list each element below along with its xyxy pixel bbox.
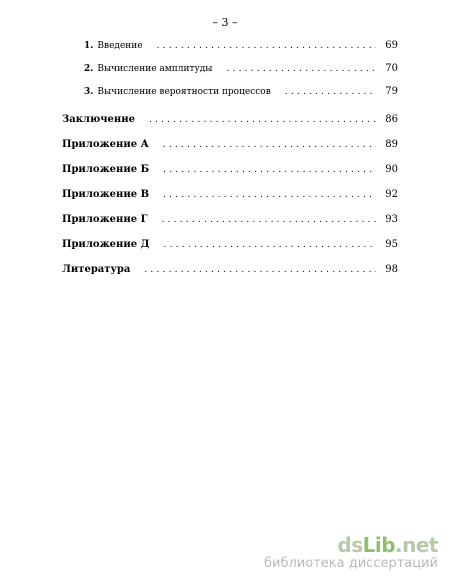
toc-section-row <box>62 139 398 164</box>
toc-page-number: 86 <box>385 114 398 125</box>
toc-leader-dots <box>164 240 376 250</box>
toc-leader-dots <box>163 190 376 200</box>
toc-section-row <box>62 189 398 214</box>
toc-leader-dots <box>285 87 376 97</box>
toc-subsection-number: 2. <box>84 64 94 74</box>
watermark <box>264 534 438 572</box>
toc-subsection-row <box>62 63 398 86</box>
toc-section-row <box>62 239 398 264</box>
toc-subsection-row <box>62 40 398 63</box>
toc-page-number: 79 <box>385 86 398 97</box>
toc-subsection-number: 3. <box>84 87 94 97</box>
toc-section-row <box>62 214 398 239</box>
toc-section-title: Приложение А <box>62 139 149 150</box>
toc-leader-dots <box>157 41 376 51</box>
toc-section-row <box>62 114 398 139</box>
toc-leader-dots <box>149 115 376 125</box>
toc-subsection-title: Вычисление амплитуды <box>97 64 213 74</box>
toc-page-number: 92 <box>385 189 398 200</box>
toc-section-title: Приложение Г <box>62 214 148 225</box>
toc-page-number: 93 <box>385 214 398 225</box>
table-of-contents <box>62 40 398 289</box>
toc-page-number: 89 <box>385 139 398 150</box>
toc-section-title: Приложение Д <box>62 239 150 250</box>
toc-subsection-row <box>62 86 398 109</box>
toc-subsection-number: 1. <box>84 41 94 51</box>
toc-leader-dots <box>163 165 376 175</box>
toc-leader-dots <box>163 140 376 150</box>
toc-section-title: Приложение Б <box>62 164 150 175</box>
page-number: – 3 – <box>212 16 238 29</box>
toc-section-title: Заключение <box>62 114 135 125</box>
toc-page-number: 69 <box>385 40 398 51</box>
watermark-subtitle: библиотека диссертаций <box>264 556 438 571</box>
watermark-logo: dsLib.net <box>337 533 438 557</box>
toc-section-row <box>62 264 398 289</box>
toc-section-row <box>62 164 398 189</box>
toc-page-number: 95 <box>385 239 398 250</box>
toc-leader-dots <box>162 215 376 225</box>
toc-page-number: 90 <box>385 164 398 175</box>
toc-subsection-title: Введение <box>97 41 143 51</box>
toc-leader-dots <box>226 64 376 74</box>
toc-section-title: Приложение В <box>62 189 150 200</box>
toc-page-number: 70 <box>385 63 398 74</box>
toc-page-number: 98 <box>385 264 398 275</box>
toc-subsection-title: Вычисление вероятности процессов <box>97 87 271 97</box>
toc-section-title: Литература <box>62 264 131 275</box>
toc-leader-dots <box>144 265 376 275</box>
